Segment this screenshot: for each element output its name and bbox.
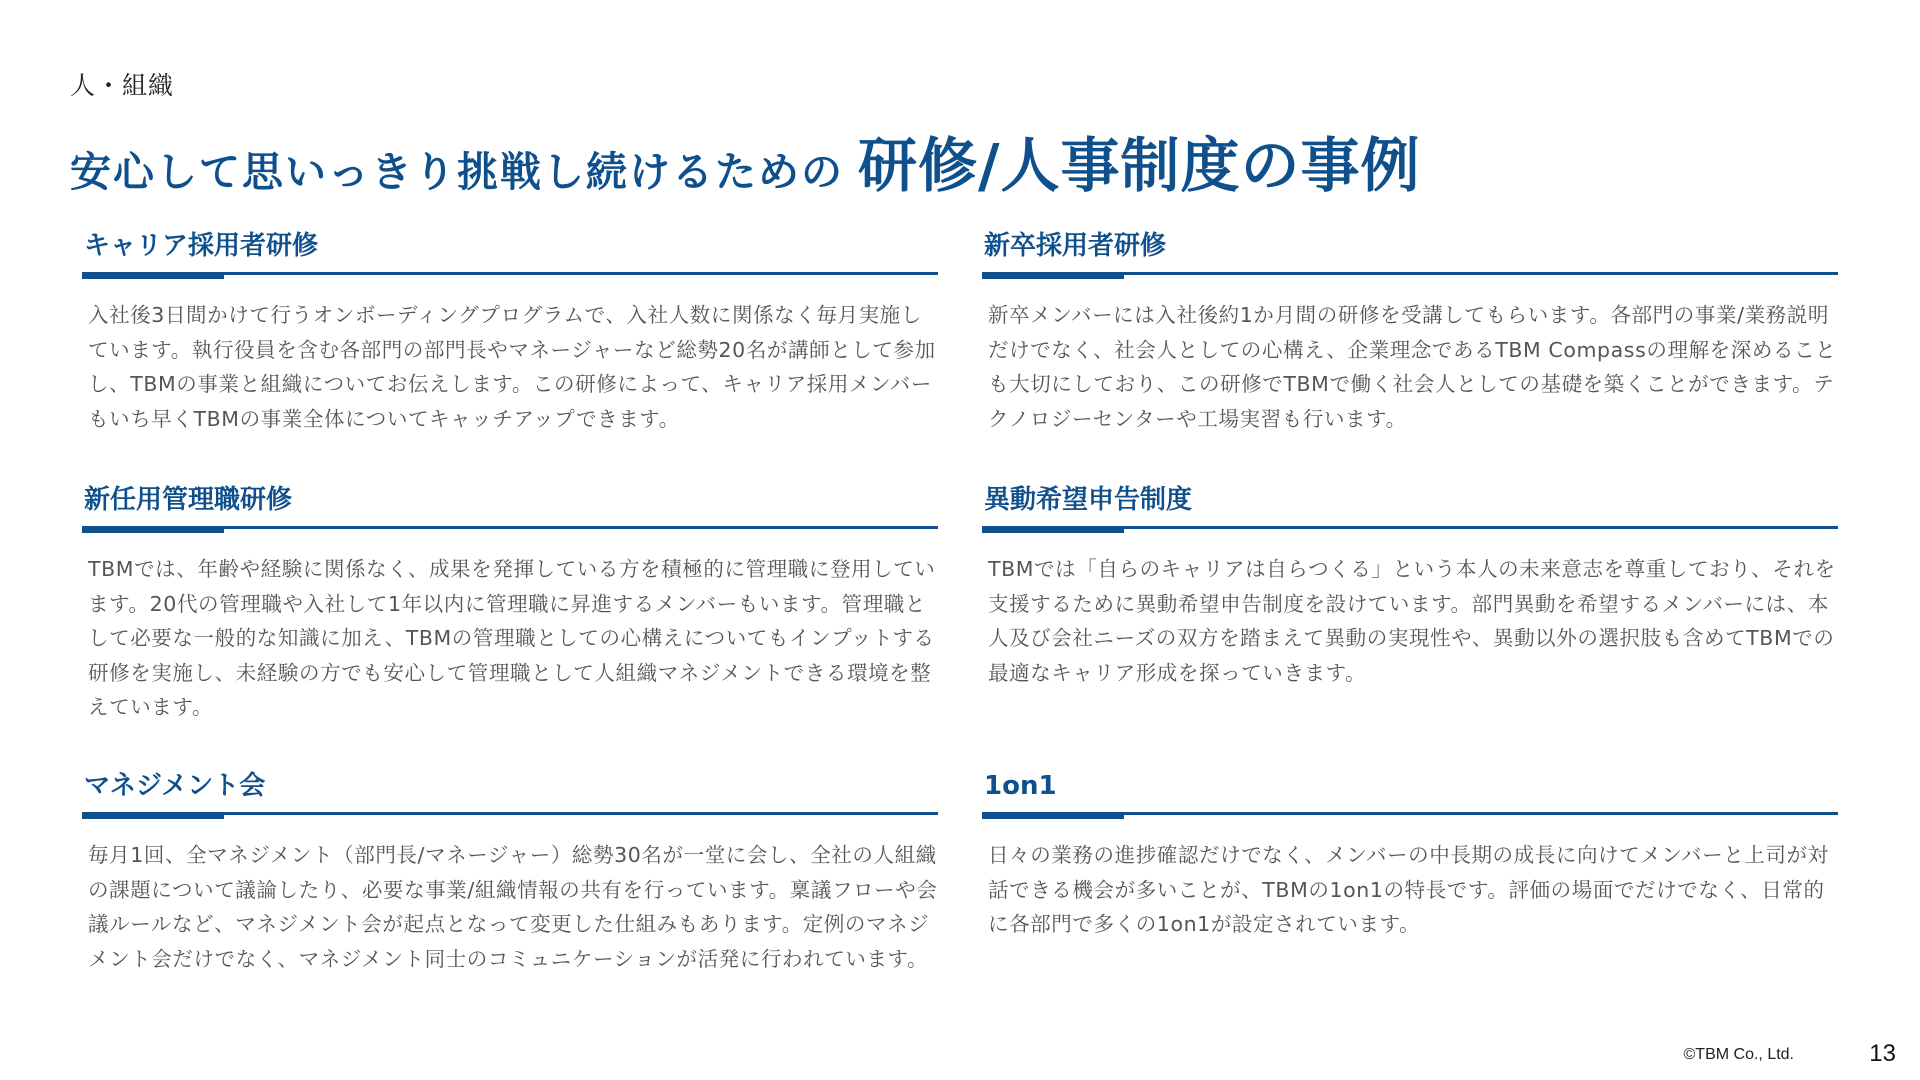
page-title-main: 研修/人事制度の事例 [858, 131, 1421, 200]
section-heading: 1on1 [984, 771, 1057, 801]
section-transfer-request-system [982, 482, 1838, 690]
section-divider [82, 272, 938, 275]
section-heading: 異動希望申告制度 [984, 485, 1193, 515]
section-divider-accent [82, 526, 224, 533]
section-body: 新卒メンバーには入社後約1か月間の研修を受講してもらいます。各部門の事業/業務説明だけでなく、社会人としての心構え、企業理念であるTBM Compassの理解を深めることも大切にしており、この研修でTBMで働く社会人としての基礎を築くことができます。テクノロジーセンターや工場実習も行います。 [988, 303, 1837, 431]
section-body: 入社後3日間かけて行うオンボーディングプログラムで、入社人数に関係なく毎月実施しています。執行役員を含む各部門の部門長やマネージャーなど総勢20名が講師として参加し、TBMの事業と組織についてお伝えします。この研修によって、キャリア採用メンバーもいち早くTBMの事業全体についてキャッチアップできます。 [88, 303, 936, 431]
page-title-lead: 安心して思いっきり挑戦し続けるための [70, 148, 844, 196]
section-divider [82, 812, 938, 815]
section-divider [982, 272, 1838, 275]
section-body: 日々の業務の進捗確認だけでなく、メンバーの中長期の成長に向けてメンバーと上司が対話できる機会が多いことが、TBMの1on1の特長です。評価の場面でだけでなく、日常的に各部門で多くの1on1が設定されています。 [988, 843, 1829, 936]
section-body: 毎月1回、全マネジメント（部門長/マネージャー）総勢30名が一堂に会し、全社の人組織の課題について議論したり、必要な事業/組織情報の共有を行っています。稟議フローや会議ルールなど、マネジメント会が起点となって変更した仕組みもあります。定例のマネジメント会だけでなく、マネジメント同士のコミュニケーションが活発に行われています。 [88, 843, 938, 971]
section-one-on-one [982, 768, 1838, 942]
section-new-manager-training [82, 482, 938, 725]
section-divider [82, 526, 938, 529]
section-divider [982, 526, 1838, 529]
section-heading: 新卒採用者研修 [984, 231, 1167, 261]
section-divider-accent [982, 272, 1124, 279]
section-divider-accent [82, 272, 224, 279]
section-management-meeting [82, 768, 938, 976]
section-heading: キャリア採用者研修 [84, 231, 319, 261]
copyright-notice: ©TBM Co., Ltd. [1683, 1046, 1794, 1063]
section-divider-accent [982, 812, 1124, 819]
section-new-grad-training [982, 228, 1838, 436]
section-career-hire-training [82, 228, 938, 436]
section-divider-accent [982, 526, 1124, 533]
page-title [70, 118, 1421, 203]
section-body: TBMでは「自らのキャリアは自らつくる」という本人の未来意志を尊重しており、それを支援するために異動希望申告制度を設けています。部門異動を希望するメンバーには、本人及び会社ニーズの双方を踏まえて異動の実現性や、異動以外の選択肢も含めてTBMでの最適なキャリア形成を探っていきます。 [988, 557, 1836, 685]
section-body: TBMでは、年齢や経験に関係なく、成果を発揮している方を積極的に管理職に登用しています。20代の管理職や入社して1年以内に管理職に昇進するメンバーもいます。管理職として必要な一般的な知識に加え、TBMの管理職としての心構えについてもインプットする研修を実施し、未経験の方でも安心して管理職として人組織マネジメントできる環境を整えています。 [88, 557, 936, 719]
page-number: 13 [1869, 1040, 1896, 1067]
section-heading: 新任用管理職研修 [84, 485, 293, 515]
section-heading: マネジメント会 [84, 771, 266, 801]
section-divider-accent [82, 812, 224, 819]
category-label: 人・組織 [70, 71, 175, 100]
section-divider [982, 812, 1838, 815]
